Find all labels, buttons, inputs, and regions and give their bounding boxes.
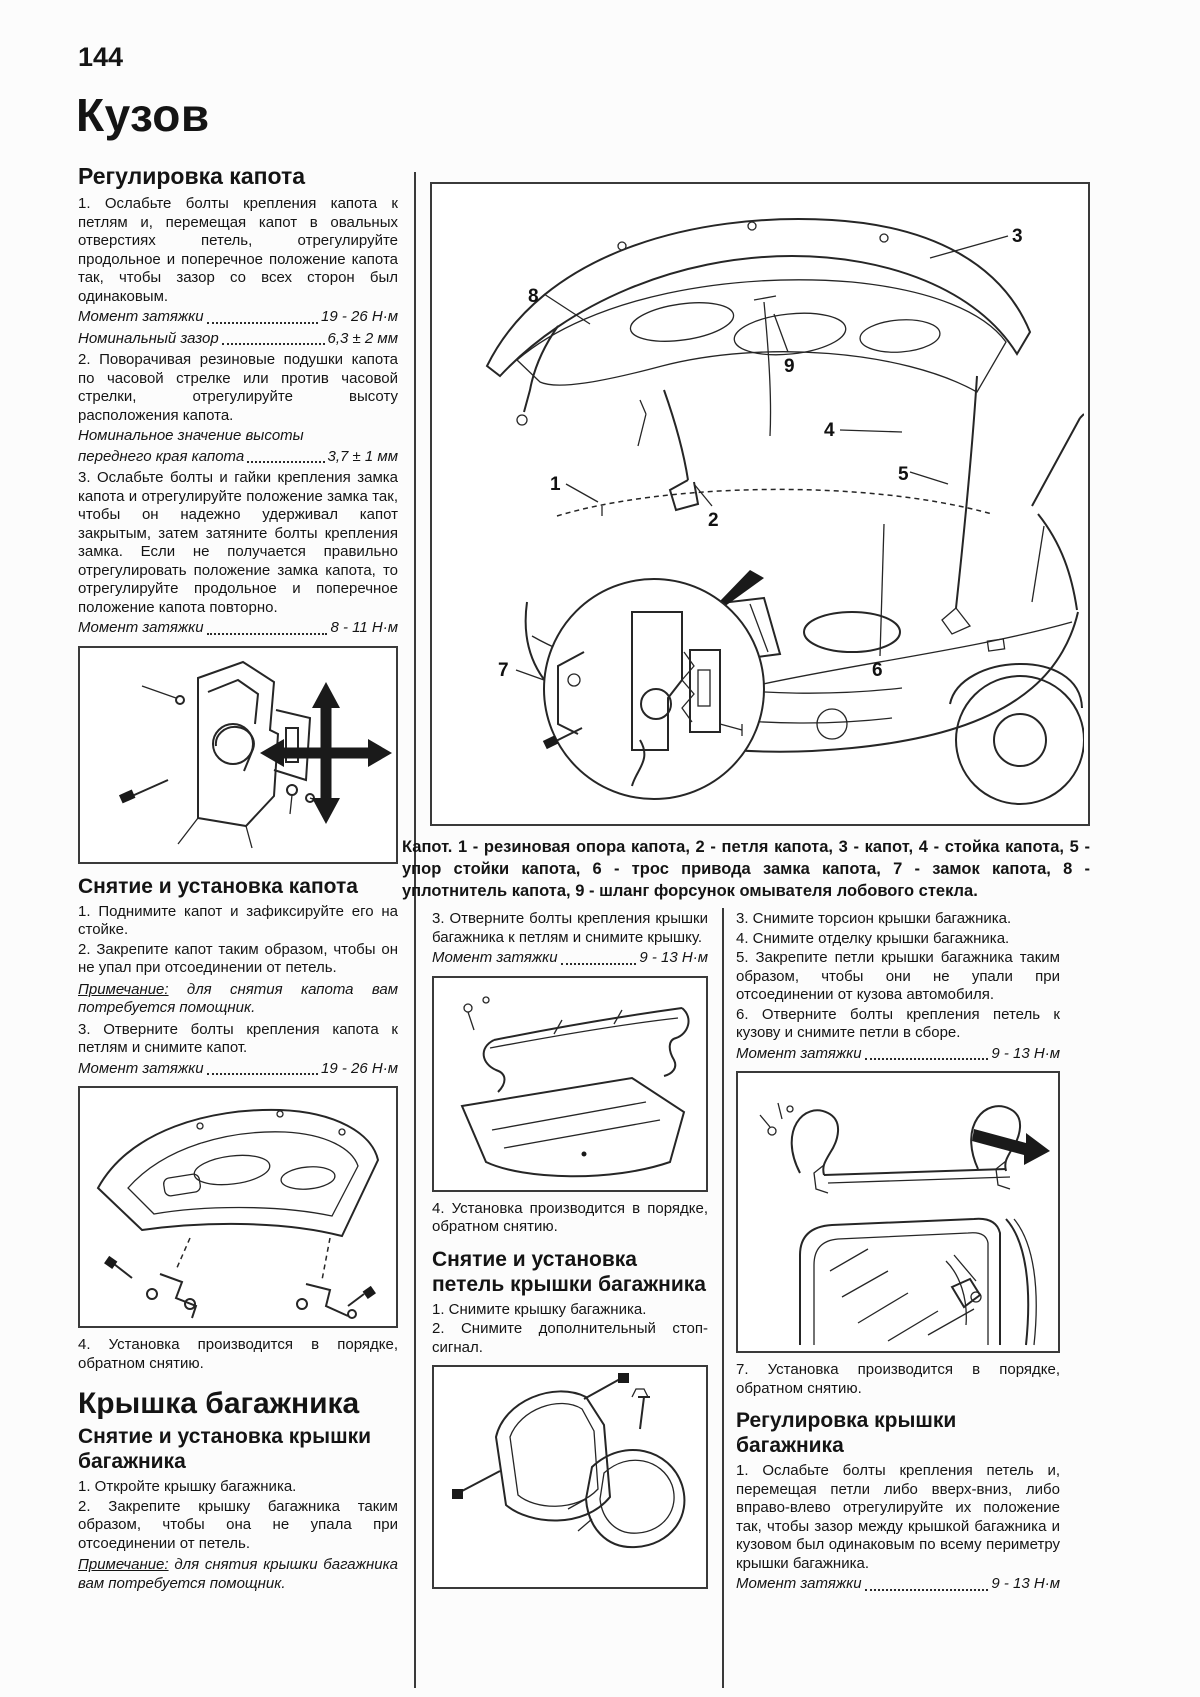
spec-label: переднего края капота [78, 447, 245, 465]
stop-signal-drawing [434, 1367, 706, 1587]
dot-leader [865, 1589, 989, 1591]
hood-remove-step-4: 4. Установка производится в порядке, обратном снятию. [78, 1336, 398, 1372]
hood-adjust-heading: Регулировка капота [78, 163, 306, 189]
spec-label: Момент затяжки [78, 619, 204, 636]
trunk-section-heading: Крышка багажника [78, 1387, 360, 1420]
trunk-hinge-step-5: 5. Закрепите петли крышки багажника таким образом, чтобы они не упали при отсоединении от кузова автомобиля. [736, 949, 1060, 1003]
hood-remove-heading: Снятие и установка капота [78, 874, 358, 898]
hood-remove-step-1: 1. Поднимите капот и зафиксируйте его на стойке. [78, 902, 398, 938]
spec-value: 9 - 13 Н·м [991, 1044, 1060, 1062]
trunk-lid-figure [432, 976, 708, 1192]
trunk-hinge-step-1: 1. Снимите крышку багажника. [432, 1300, 647, 1318]
callout-1: 1 [550, 474, 561, 495]
note-label: Примечание: [78, 980, 169, 998]
right-column [736, 910, 1060, 1597]
stop-signal-figure [432, 1365, 708, 1589]
dot-leader [207, 1073, 318, 1075]
callout-8: 8 [528, 286, 539, 307]
trunk-remove-step-2: 2. Закрепите крышку багажника таким образом, чтобы она не упала при отсоединении от петель. [78, 1497, 398, 1552]
dot-leader [222, 343, 325, 345]
spec-value: 19 - 26 Н·м [321, 1059, 398, 1077]
callout-5: 5 [898, 464, 909, 485]
torque-spec [736, 1045, 1060, 1064]
torque-spec [432, 949, 708, 968]
spec-value: 9 - 13 Н·м [639, 949, 708, 966]
trunk-remove-step-4: 4. Установка производится в порядке, обратном снятию. [432, 1199, 708, 1235]
hood-overview-figure [430, 182, 1090, 826]
callout-2: 2 [708, 510, 719, 531]
trunk-hinges-figure [736, 1071, 1060, 1353]
trunk-hinge-step-3: 3. Снимите торсион крышки багажника. [736, 910, 1012, 927]
column-divider-right [722, 908, 724, 1688]
hood-adjust-step-2: 2. Поворачивая резиновые подушки капота по часовой стрелке или против часовой стрелки, отрегулируйте высоту расположения капота. [78, 351, 398, 424]
spec-value: 19 - 26 Н·м [321, 308, 398, 325]
trunk-hinge-step-4: 4. Снимите отделку крышки багажника. [736, 929, 1010, 947]
hood-remove-step-2: 2. Закрепите капот таким образом, чтобы он не упал при отсоединении от петель. [78, 940, 398, 976]
dot-leader [207, 633, 328, 635]
page-number: 144 [78, 42, 124, 72]
hood-latch-adjust-figure [78, 646, 398, 864]
spec-value: 8 - 11 Н·м [330, 619, 398, 636]
middle-column [432, 910, 708, 1597]
four-way-arrow [260, 682, 392, 824]
hood-removal-drawing [80, 1088, 396, 1326]
spec-value: 9 - 13 Н·м [991, 1575, 1060, 1592]
torque-spec [78, 308, 398, 327]
torque-spec [78, 619, 398, 638]
note-text: для снятия капота вам потребуется помощник. [78, 980, 398, 1016]
hood-remove-step-3: 3. Отверните болты крепления капота к петлям и снимите капот. [78, 1020, 398, 1056]
note-label: Примечание: [78, 1556, 169, 1573]
spec-label: Момент затяжки [78, 308, 204, 325]
spec-label: Момент затяжки [432, 949, 558, 966]
column-divider-left [414, 172, 416, 1688]
callout-9: 9 [784, 356, 795, 377]
callout-4: 4 [824, 420, 835, 441]
hood-latch-adjust-drawing [80, 648, 396, 862]
page-title: Кузов [76, 89, 210, 141]
hood-adjust-step-1: 1. Ослабьте болты крепления капота к петлям и, перемещая капот в овальных отверстиях петель, отрегулируйте продольное и поперечное положение капота так, чтобы зазор со всех сторон был одинаковым. [78, 195, 398, 305]
dot-leader [865, 1058, 989, 1060]
spec-value: 6,3 ± 2 мм [327, 329, 398, 347]
callout-3: 3 [1012, 226, 1023, 247]
spec-label: Момент затяжки [736, 1575, 862, 1592]
trunk-lid-drawing [434, 978, 706, 1190]
trunk-hinge-step-2: 2. Снимите дополнительный стоп-сигнал. [432, 1320, 708, 1356]
trunk-adjust-heading: Регулировка крышки багажника [736, 1409, 957, 1457]
trunk-hinge-heading: Снятие и установка петель крышки багажника [432, 1247, 706, 1296]
dot-leader [561, 963, 637, 965]
trunk-remove-step-3: 3. Отверните болты крепления крышки багажника к петлям и снимите крышку. [432, 910, 708, 946]
trunk-remove-heading: Снятие и установка крышки багажника [78, 1425, 371, 1473]
spec-label: Момент затяжки [736, 1044, 862, 1062]
trunk-hinges-drawing [738, 1073, 1058, 1351]
height-spec [78, 448, 398, 467]
left-column [78, 163, 398, 1596]
trunk-adjust-step-1: 1. Ослабьте болты крепления петель и, перемещая петли либо вверх-вниз, либо вправо-влево отрегулируйте их положение так, чтобы зазор между крышкой багажника и кузовом был одинаковым по всему периметру крышки багажника. [736, 1462, 1060, 1572]
note-text: для снятия крышки багажника вам потребуется помощник. [78, 1556, 398, 1592]
hood-figure-caption: Капот. 1 - резиновая опора капота, 2 - петля капота, 3 - капот, 4 - стойка капота, 5 - упор стойки капота, 6 - трос привода замка капота, 7 - замок капота, 8 - уплотнитель капота, 9 - шланг форсунок омывателя лобового стекла. [402, 838, 1090, 900]
trunk-hinge-step-6: 6. Отверните болты крепления петель к кузову и снимите петли в сборе. [736, 1005, 1060, 1041]
hood-removal-figure [78, 1086, 398, 1328]
note [78, 981, 398, 1018]
hood-adjust-step-3: 3. Ослабьте болты и гайки крепления замка капота и отрегулируйте положение замка так, чтобы он надежно удерживал капот закрытым, затем затяните болты крепления замка. Если не получается правильно отрегулировать положение замка капота, то отрегулируйте продольное и поперечное положение капота повторно. [78, 469, 398, 616]
note [78, 1556, 398, 1593]
gap-spec [78, 330, 398, 349]
torque-spec [736, 1575, 1060, 1594]
dot-leader [207, 322, 318, 324]
spec-value: 3,7 ± 1 мм [327, 447, 398, 465]
spec-label: Момент затяжки [78, 1059, 204, 1077]
dot-leader [247, 461, 324, 463]
spec-label: Номинальный зазор [78, 329, 219, 347]
torque-spec [78, 1060, 398, 1079]
height-spec-line1: Номинальное значение высоты [78, 427, 304, 444]
callout-6: 6 [872, 660, 883, 681]
callout-7: 7 [498, 660, 509, 681]
hood-overview-drawing [432, 184, 1084, 820]
trunk-remove-step-1: 1. Откройте крышку багажника. [78, 1478, 297, 1495]
trunk-hinge-step-7: 7. Установка производится в порядке, обратном снятию. [736, 1361, 1060, 1397]
